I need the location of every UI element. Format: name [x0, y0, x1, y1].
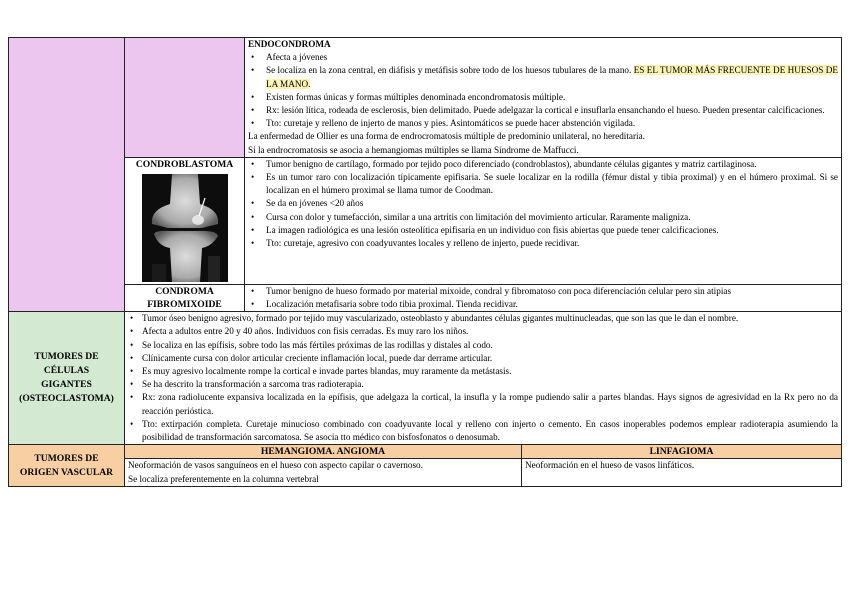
endocondroma-content — [245, 38, 842, 158]
list-item: • La imagen radiológica es una lesión osteolítica epifisaria en un individuo con fisis abiertas que puede tener calcificaciones. — [248, 224, 838, 237]
highlighted-note: ES EL TUMOR MÁS FRECUENTE DE HUESOS DE LA MANO. — [266, 65, 838, 89]
origen-vascular-header-row — [9, 445, 842, 459]
list-item: • Se localiza en la zona central, en diáfisis y metáfisis sobre todo de los huesos tubulares de la mano. ES EL TUMOR MÁS FRECUENTE DE HUESOS DE LA MANO. — [248, 64, 838, 90]
list-item: • Cursa con dolor y tumefacción, similar a una artritis con limitación del movimiento articular. Raramente maligniza. — [248, 211, 838, 224]
list-item: • Localización metafisaria sobre todo tibia proximal. Tienda recidivar. — [248, 298, 838, 311]
origen-vascular-title-line2: ORIGEN VASCULAR — [19, 466, 114, 478]
celulas-gigantes-title-line1: TUMORES DE — [34, 351, 99, 363]
list-item: • Tto: curetaje y relleno de injerto de manos y pies. Asintomáticos se puede hacer abstención vigilada. — [248, 117, 838, 130]
condroma-fibromixoide-title-line2: FIBROMIXOIDE — [147, 298, 222, 310]
list-item: • Rx: lesión lítica, rodeada de esclerosis, bien delimitado. Puede adelgazar la cortical e insuflarla ensanchando el hueso. Pueden presentar calcificaciones. — [248, 104, 838, 117]
condroblastoma-content — [245, 157, 842, 284]
list-item: • Es un tumor raro con localización típicamente epifisaria. Se suele localizar en la rodilla (fémur distal y tibia proximal) y en el húmero proximal. Si se localizan en el húmero proximal se llama tumor de Coodman. — [248, 171, 838, 197]
list-item: • Se localiza en las epífisis, sobre todo las más fértiles próximas de las rodillas y distales al codo. — [128, 339, 838, 352]
origen-vascular-label-cell — [9, 445, 125, 487]
bone-tumors-table — [8, 37, 842, 487]
hemangioma-content — [125, 459, 522, 486]
list-item: • Existen formas únicas y formas múltiples denominada encondromatosis múltiple. — [248, 91, 838, 104]
celulas-gigantes-label-cell — [9, 312, 125, 445]
list-item: • Tto: curetaje, agresivo con coadyuvantes locales y relleno de injerto, puede recidivar. — [248, 237, 838, 250]
condroma-fibromixoide-content — [245, 284, 842, 311]
celulas-gigantes-title-line3: GIGANTES — [41, 379, 92, 391]
list-item: • Afecta a jóvenes — [248, 51, 838, 64]
condroma-fibromixoide-list — [248, 285, 838, 311]
condroblastoma-label-cell — [125, 157, 245, 284]
condroma-fibromixoide-title-line1: CONDROMA — [155, 285, 214, 297]
knee-xray-icon — [142, 174, 228, 282]
list-item: • Afecta a adultos entre 20 y 40 años. Individuos con fisis cerradas. Es muy raro los niños. — [128, 325, 838, 338]
category-cell-cartilage — [9, 38, 125, 312]
origen-vascular-title-line1: TUMORES DE — [34, 452, 99, 464]
celulas-gigantes-content — [125, 312, 842, 445]
list-item: • Tumor benigno de hueso formado por material mixoide, condral y fibromatoso con poca diferenciación celular pero sin atipias — [248, 285, 838, 298]
endocondroma-label-cell — [125, 38, 245, 158]
condroblastoma-row — [9, 157, 842, 284]
list-item: • Clínicamente cursa con dolor articular creciente inflamación local, puede dar derrame articular. — [128, 352, 838, 365]
endocondroma-list — [248, 51, 838, 130]
hemangioma-line: Neoformación de vasos sanguíneos en el hueso con aspecto capilar o cavernoso. — [128, 460, 423, 471]
list-item: • Tto: extirpación completa. Curetaje minucioso combinado con coadyuvante local y relleno con injerto o cemento. En casos inoperables podemos emplear radioterapia asumiendo la posibilidad de transformación sarcomatosa. Se asocia tto médico con bisfosfonatos o denosumab. — [128, 418, 838, 444]
list-item: • Es muy agresivo localmente rompe la cortical e invade partes blandas, muy raramente da metástasis. — [128, 365, 838, 378]
condroma-fibromixoide-label-cell — [125, 284, 245, 311]
condroblastoma-title: CONDROBLASTOMA — [135, 158, 234, 170]
linfangioma-content — [522, 459, 842, 486]
origen-vascular-content-row — [9, 459, 842, 486]
list-item: • Tumor benigno de cartílago, formado por tejido poco diferenciado (condroblastos), abundante células gigantes y matriz cartilaginosa. — [248, 158, 838, 171]
endocondroma-title: ENDOCONDROMA — [248, 39, 331, 49]
linfangioma-header: LINFAGIOMA — [522, 445, 842, 459]
list-item: • Se ha descrito la transformación a sarcoma tras radioterapia. — [128, 378, 838, 391]
list-item: • Rx: zona radiolucente expansiva localizada en la epífisis, que adelgaza la cortical, la insufla y la rompe pudiendo salir a partes blandas. Hays signos de agresividad en la Rx pero no da reacción perióstica. — [128, 391, 838, 417]
endocondroma-row — [9, 38, 842, 158]
linfangioma-line: Neoformación en el hueso de vasos linfáticos. — [525, 460, 695, 471]
hemangioma-header: HEMANGIOMA. ANGIOMA — [125, 445, 522, 459]
list-item: • Tumor óseo benigno agresivo, formado por tejido muy vascularizado, osteoblasto y abundantes células gigantes multinucleadas, que son las que le dan el nombre. — [128, 312, 838, 325]
list-item: • Se da en jóvenes <20 años — [248, 197, 838, 210]
maffucci-note: Si la endrocromatosis se asocia a hemangiomas múltiples se llama Síndrome de Maffucci. — [248, 144, 579, 155]
ollier-note: La enfermedad de Ollier es una forma de endrocromatosis múltiple de predominio unilateral, no hereditaria. — [248, 131, 645, 142]
celulas-gigantes-title-line2: CÉLULAS — [43, 365, 90, 377]
condroblastoma-list — [248, 158, 838, 250]
hemangioma-line: Se localiza preferentemente en la columna vertebral — [128, 473, 319, 484]
celulas-gigantes-title-line4: (OSTEOCLASTOMA) — [19, 393, 114, 405]
celulas-gigantes-row — [9, 312, 842, 445]
celulas-gigantes-list — [128, 312, 838, 444]
condroma-fibromixoide-row — [9, 284, 842, 311]
